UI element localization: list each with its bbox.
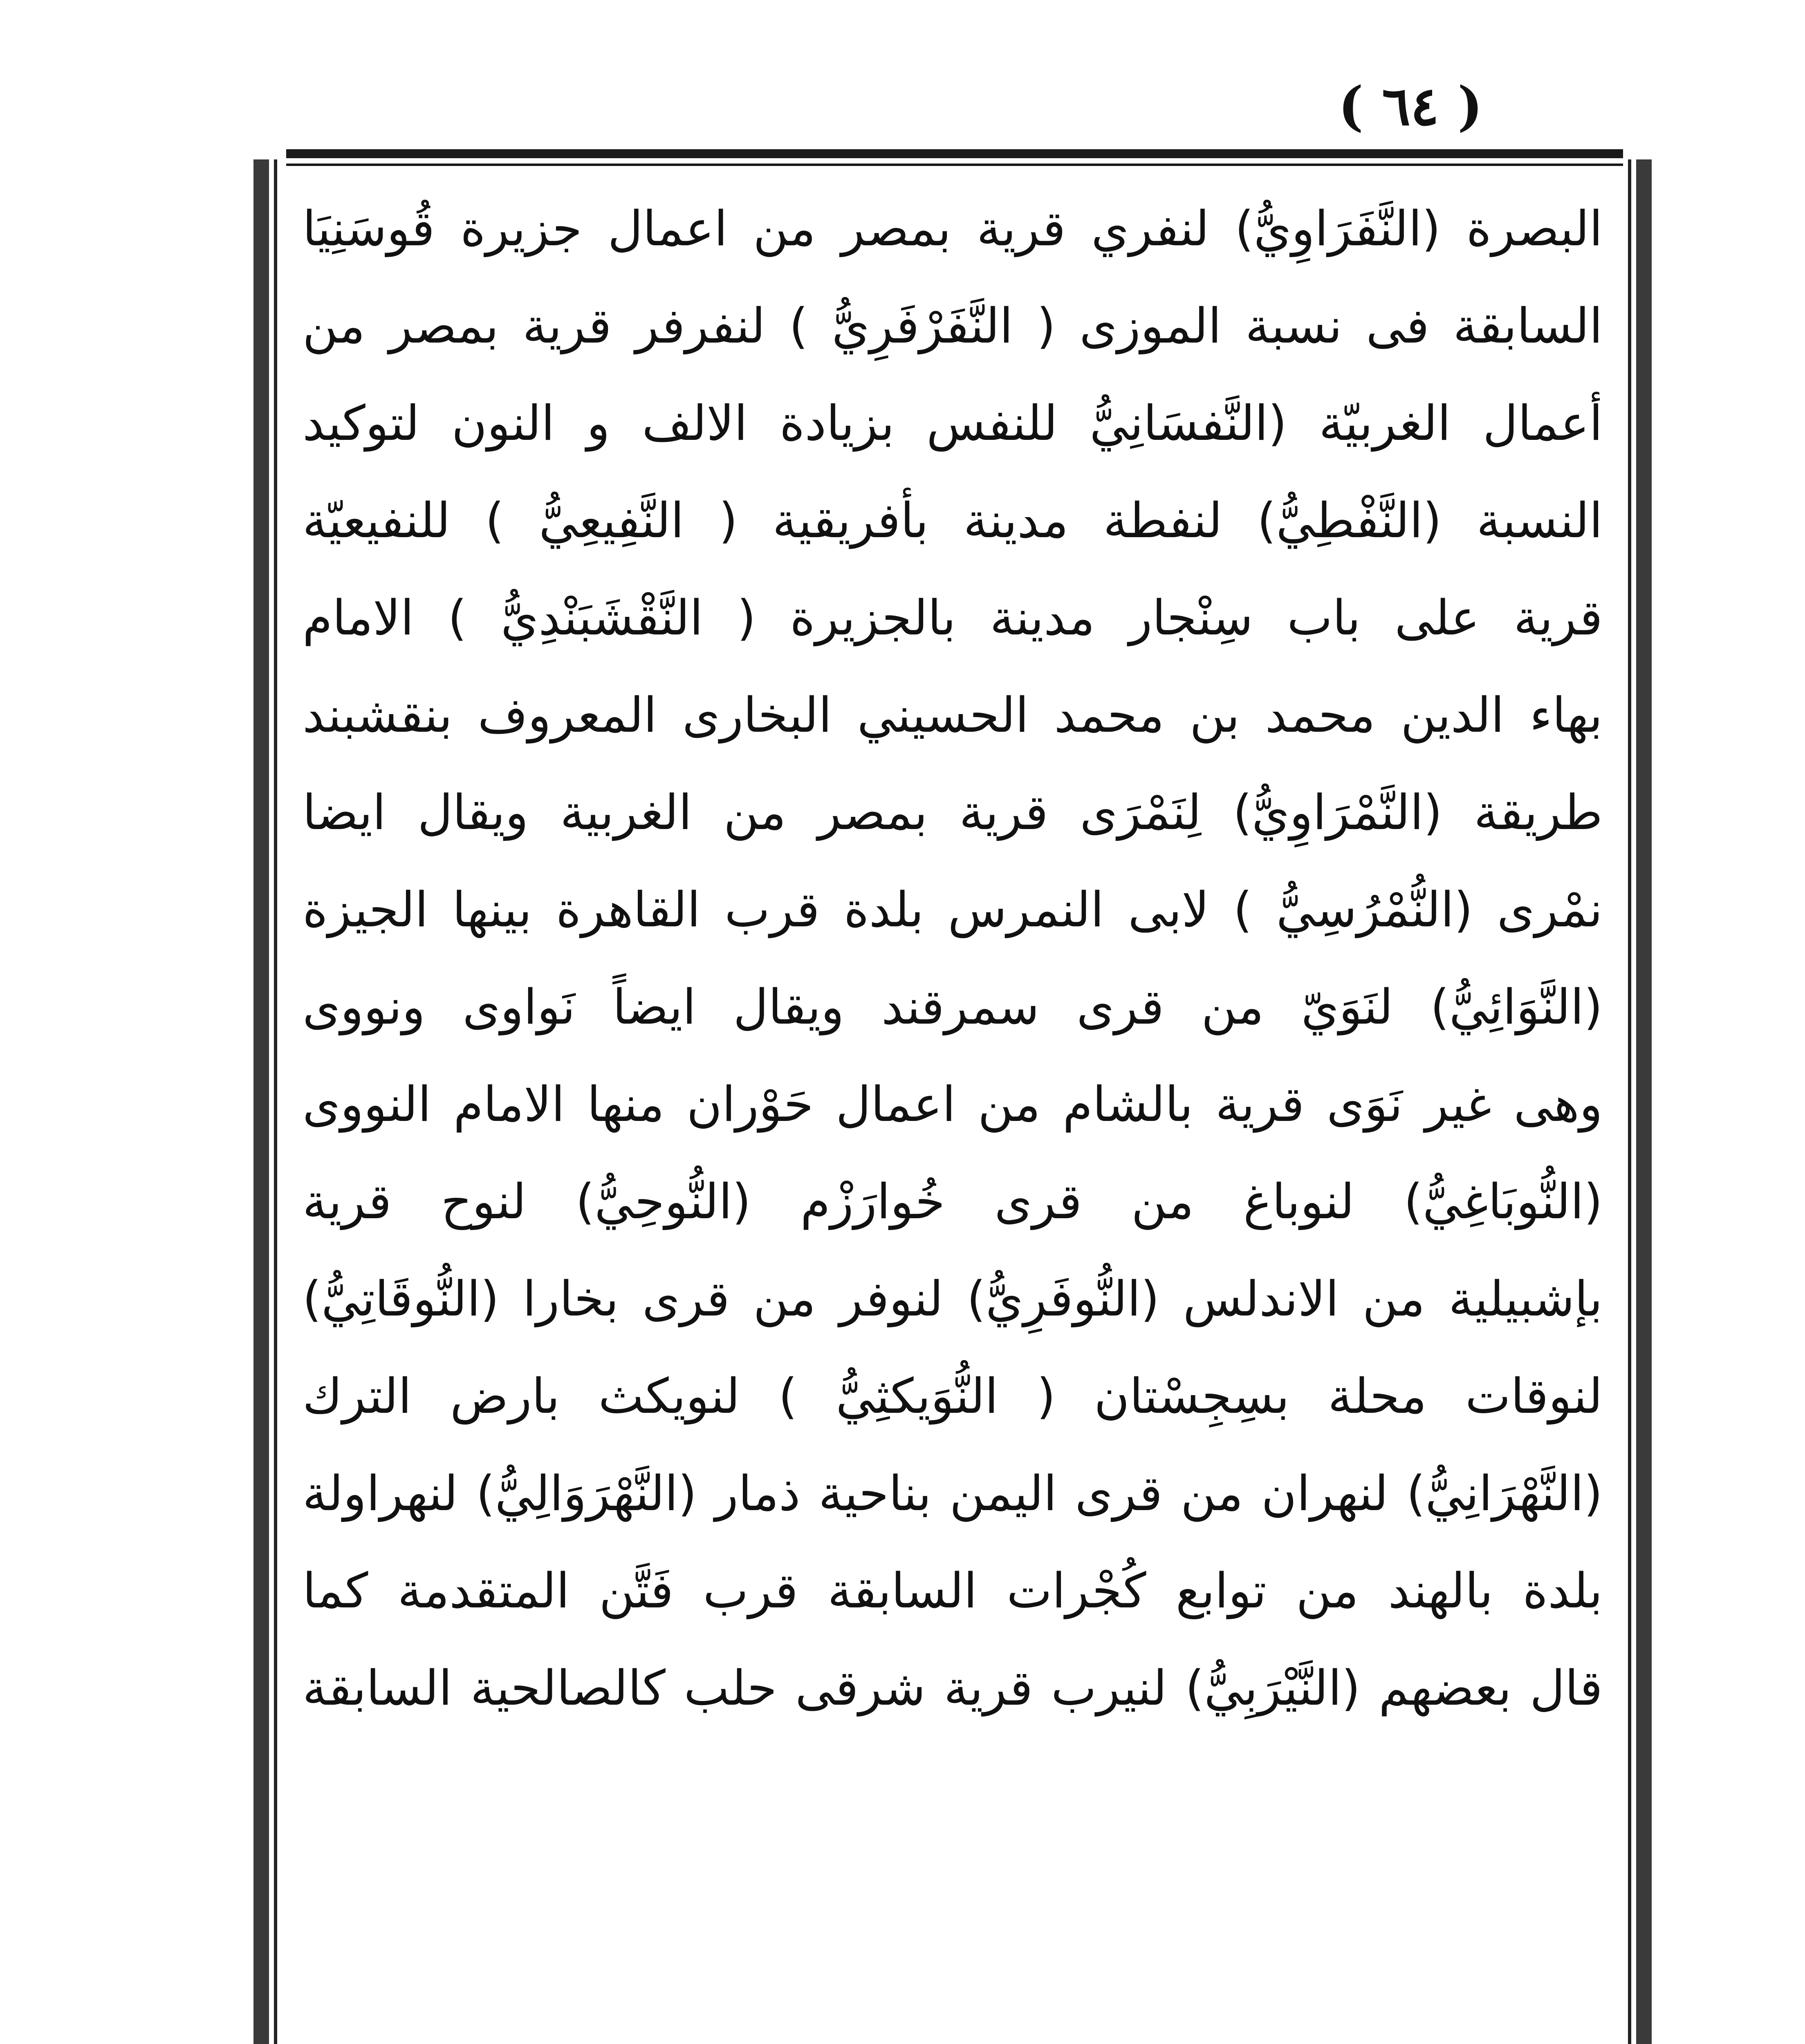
text-line-14: (النَّهْرَانِيُّ) لنهران من قرى اليمن بناحية ذمار (النَّهْرَوَالِيُّ) لنهراولة <box>303 1465 1603 1522</box>
text-line-10: وهى غير نَوَى قرية بالشام من اعمال حَوْران منها الامام النووى <box>303 1076 1603 1132</box>
text-line-16: قال بعضهم (النَّيْرَبِيُّ) لنيرب قرية شرقى حلب كالصالحية السابقة <box>303 1660 1603 1716</box>
text-line-15: بلدة بالهند من توابع كُجْرات السابقة قرب فَتَّن المتقدمة كما <box>303 1562 1603 1619</box>
text-line-6: بهاء الدين محمد بن محمد الحسيني البخارى المعروف بنقشبند <box>303 687 1603 743</box>
text-line-7: طريقة (النَّمْرَاوِيُّ) لِنَمْرَى قرية بمصر من الغربية ويقال ايضا <box>303 784 1603 840</box>
main-text-block <box>303 180 1603 2044</box>
page-number: ( ٦٤ ) <box>1338 75 1483 137</box>
text-line-5: قرية على باب سِنْجار مدينة بالجزيرة ( النَّقْشَبَنْدِيُّ ) الامام <box>303 589 1603 646</box>
text-line-3: أعمال الغربيّة (النَّفسَانِيُّ للنفس بزيادة الالف و النون لتوكيد <box>303 395 1603 451</box>
text-line-1: البصرة (النَّفَرَاوِيُّ) لنفري قرية بمصر من اعمال جزيرة قُوسَنِيَا <box>303 200 1603 257</box>
text-line-2: السابقة فى نسبة الموزى ( النَّفَرْفَرِيُّ ) لنفرفر قرية بمصر من <box>303 298 1603 354</box>
text-line-11: (النُّوبَاغِيُّ) لنوباغ من قرى خُوارَزْم (النُّوحِيُّ) لنوح قرية <box>303 1173 1603 1230</box>
top-rule-thick <box>286 149 1623 158</box>
text-line-8: نمْرى (النُّمْرُسِيُّ ) لابى النمرس بلدة قرب القاهرة بينها الجيزة <box>303 881 1603 938</box>
text-line-12: بإشبيلية من الاندلس (النُّوفَرِيُّ) لنوفر من قرى بخارا (النُّوقَاتِيُّ) <box>303 1271 1603 1327</box>
text-line-13: لنوقات محلة بسِجِسْتان ( النُّوَيكثِيُّ ) لنويكث بارض الترك <box>303 1368 1603 1424</box>
text-line-4: النسبة (النَّفْطِيُّ) لنفطة مدينة بأفريقية ( النَّفِيعِيُّ ) للنفيعيّة <box>303 492 1603 549</box>
text-line-9: (النَّوَائِيُّ) لنَوَيّ من قرى سمرقند ويقال ايضاً نَواوى ونووى <box>303 979 1603 1035</box>
